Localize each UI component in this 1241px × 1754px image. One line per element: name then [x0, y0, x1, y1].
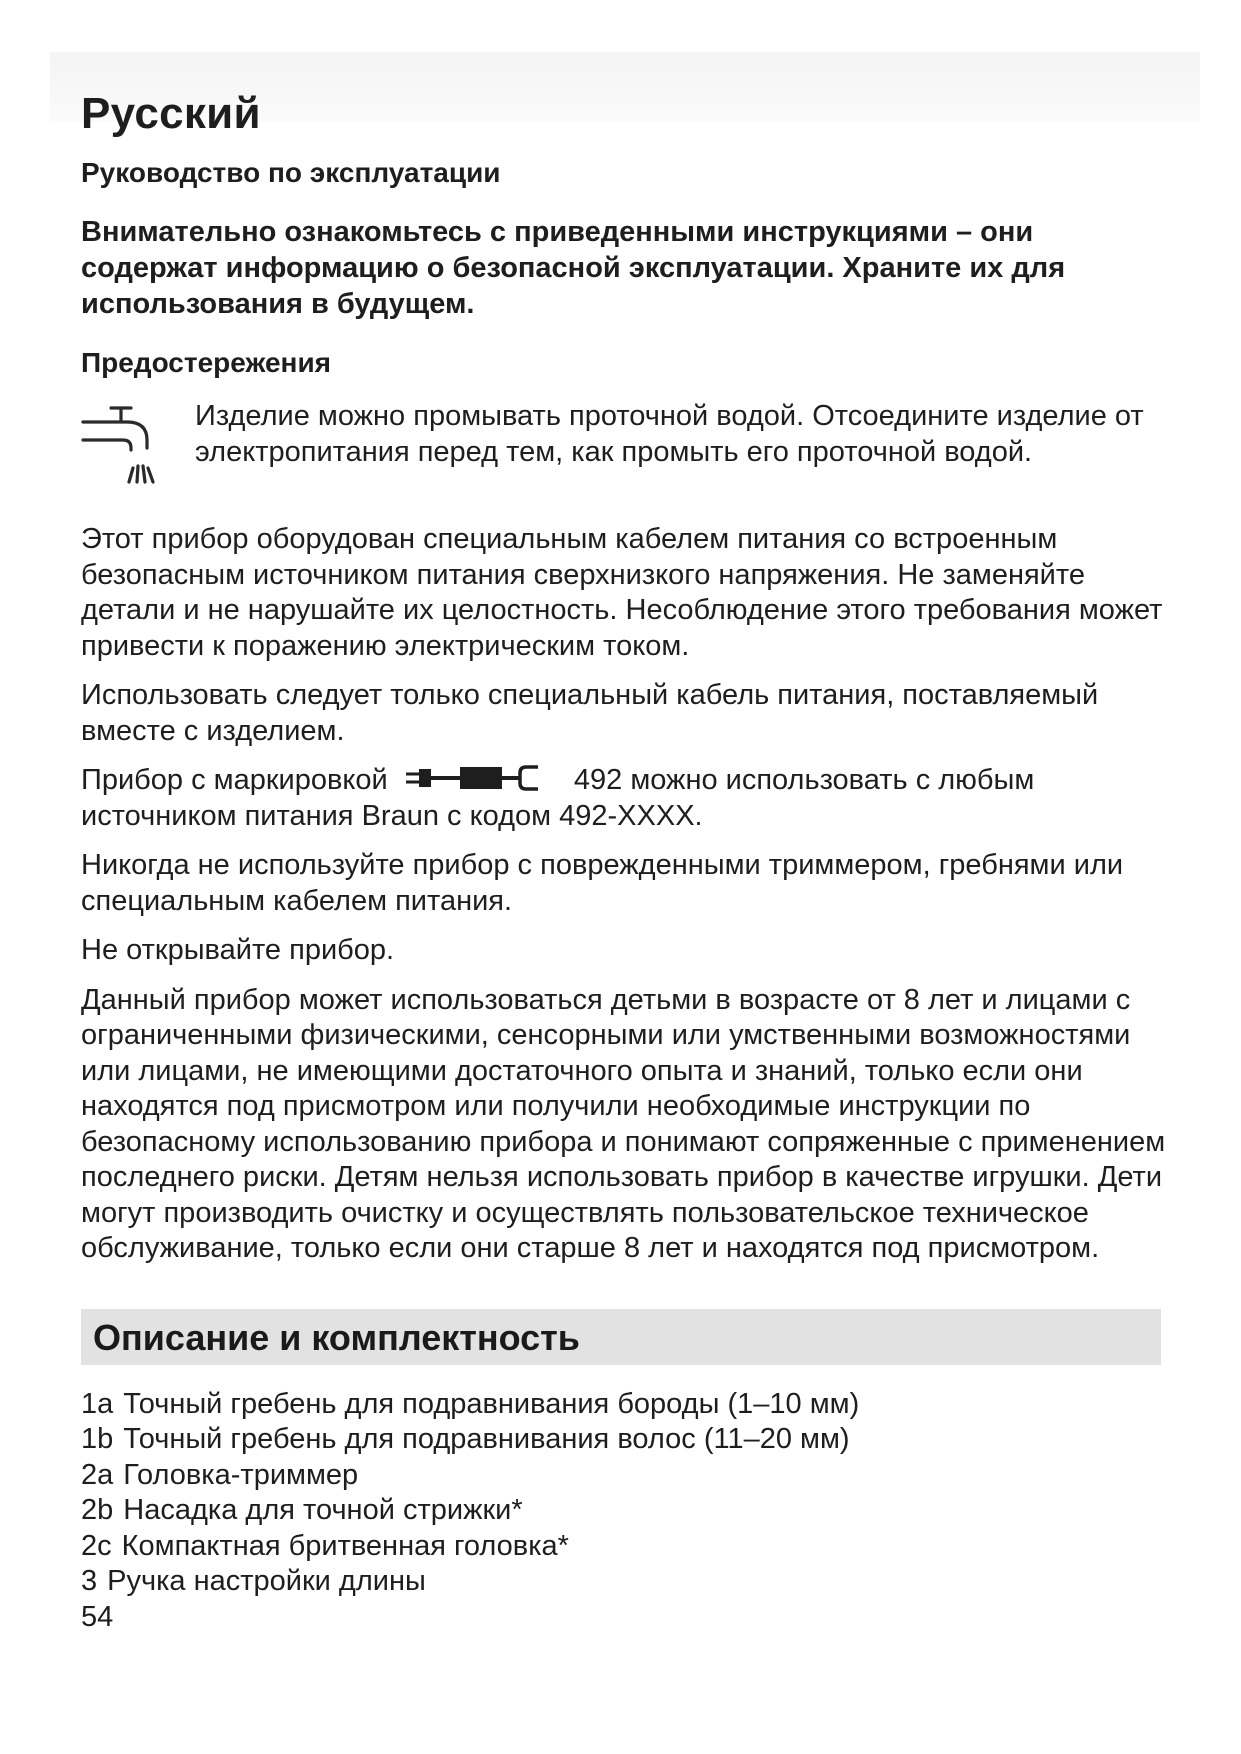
list-item: [81, 1564, 1171, 1600]
description-section-bar: [81, 1309, 1161, 1365]
intro-notice: Внимательно ознакомьтесь с приведенными инструкциями – они содержат информацию о безопасной эксплуатации. Храните их для использования в будущем.: [81, 216, 1066, 320]
part-label: Головка-триммер: [123, 1458, 359, 1491]
water-warning-text: Изделие можно промывать проточной водой. Отсоедините изделие от электропитания перед тем, как промыть его проточной водой.: [195, 400, 1144, 468]
list-item: [81, 1458, 1171, 1494]
description-heading: Описание и комплектность: [93, 1316, 580, 1358]
list-item: [81, 1422, 1171, 1458]
manual-subtitle: Руководство по эксплуатации: [81, 157, 501, 188]
children-paragraph: Данный прибор может использоваться детьми в возрасте от 8 лет и лицами с ограниченными физическими, сенсорными или умственными возможностями или лицами, не имеющими достаточного опыта и знаний, только если они находятся под присмотром или получили необходимые инструкции по безопасному использованию прибора и понимают сопряженные с применением последнего риски. Детям нельзя использовать прибор в качестве игрушки. Дети могут производить очистку и осуществлять пользовательское техническое обслуживание, только если они старше 8 лет и находятся под присмотром.: [81, 983, 1166, 1264]
power-cord-paragraph: Этот прибор оборудован специальным кабелем питания со встроенным безопасным источником питания сверхнизкого напряжения. Не заменяйте детали и не нарушайте их целостность. Несоблюдение этого требования может привести к поражению электрическим током.: [81, 523, 1163, 662]
part-label: Ручка настройки длины: [107, 1565, 426, 1597]
do-not-open-paragraph: Не открывайте прибор.: [81, 934, 395, 966]
part-label: Точный гребень для подравнивания бороды (1–10 мм): [123, 1387, 860, 1420]
part-number: 2c: [81, 1529, 112, 1562]
part-label: Компактная бритвенная головка*: [121, 1529, 569, 1562]
part-number: 3: [81, 1565, 98, 1597]
list-item: [81, 1493, 1171, 1529]
part-number: 1a: [81, 1387, 114, 1420]
running-water-tap-icon: [81, 402, 171, 486]
damaged-paragraph: Никогда не используйте прибор с поврежденными триммером, гребнями или специальным кабелем питания.: [81, 849, 1124, 917]
marking-text-before: Прибор с маркировкой: [81, 764, 388, 796]
language-title: Русский: [81, 89, 261, 138]
part-label: Точный гребень для подравнивания волос (11–20 мм): [123, 1423, 850, 1455]
marking-paragraph: [81, 763, 1171, 834]
page-number: 54: [81, 1600, 114, 1633]
part-label: Насадка для точной стрижки*: [123, 1494, 523, 1526]
list-item: [81, 1387, 1171, 1423]
page-content: [81, 88, 1171, 1635]
parts-list: [81, 1387, 1171, 1600]
water-warning: [81, 398, 1171, 508]
power-supply-cable-icon: [402, 763, 560, 793]
marking-text-after: 492 можно использовать с любым источником питания Braun с кодом 492-XXXX.: [81, 764, 1035, 832]
warnings-heading: Предостережения: [81, 347, 331, 378]
part-number: 2a: [81, 1458, 114, 1491]
part-number: 2b: [81, 1494, 114, 1526]
list-item: [81, 1529, 1171, 1565]
part-number: 1b: [81, 1423, 114, 1455]
only-cord-paragraph: Использовать следует только специальный кабель питания, поставляемый вместе с изделием.: [81, 679, 1099, 747]
